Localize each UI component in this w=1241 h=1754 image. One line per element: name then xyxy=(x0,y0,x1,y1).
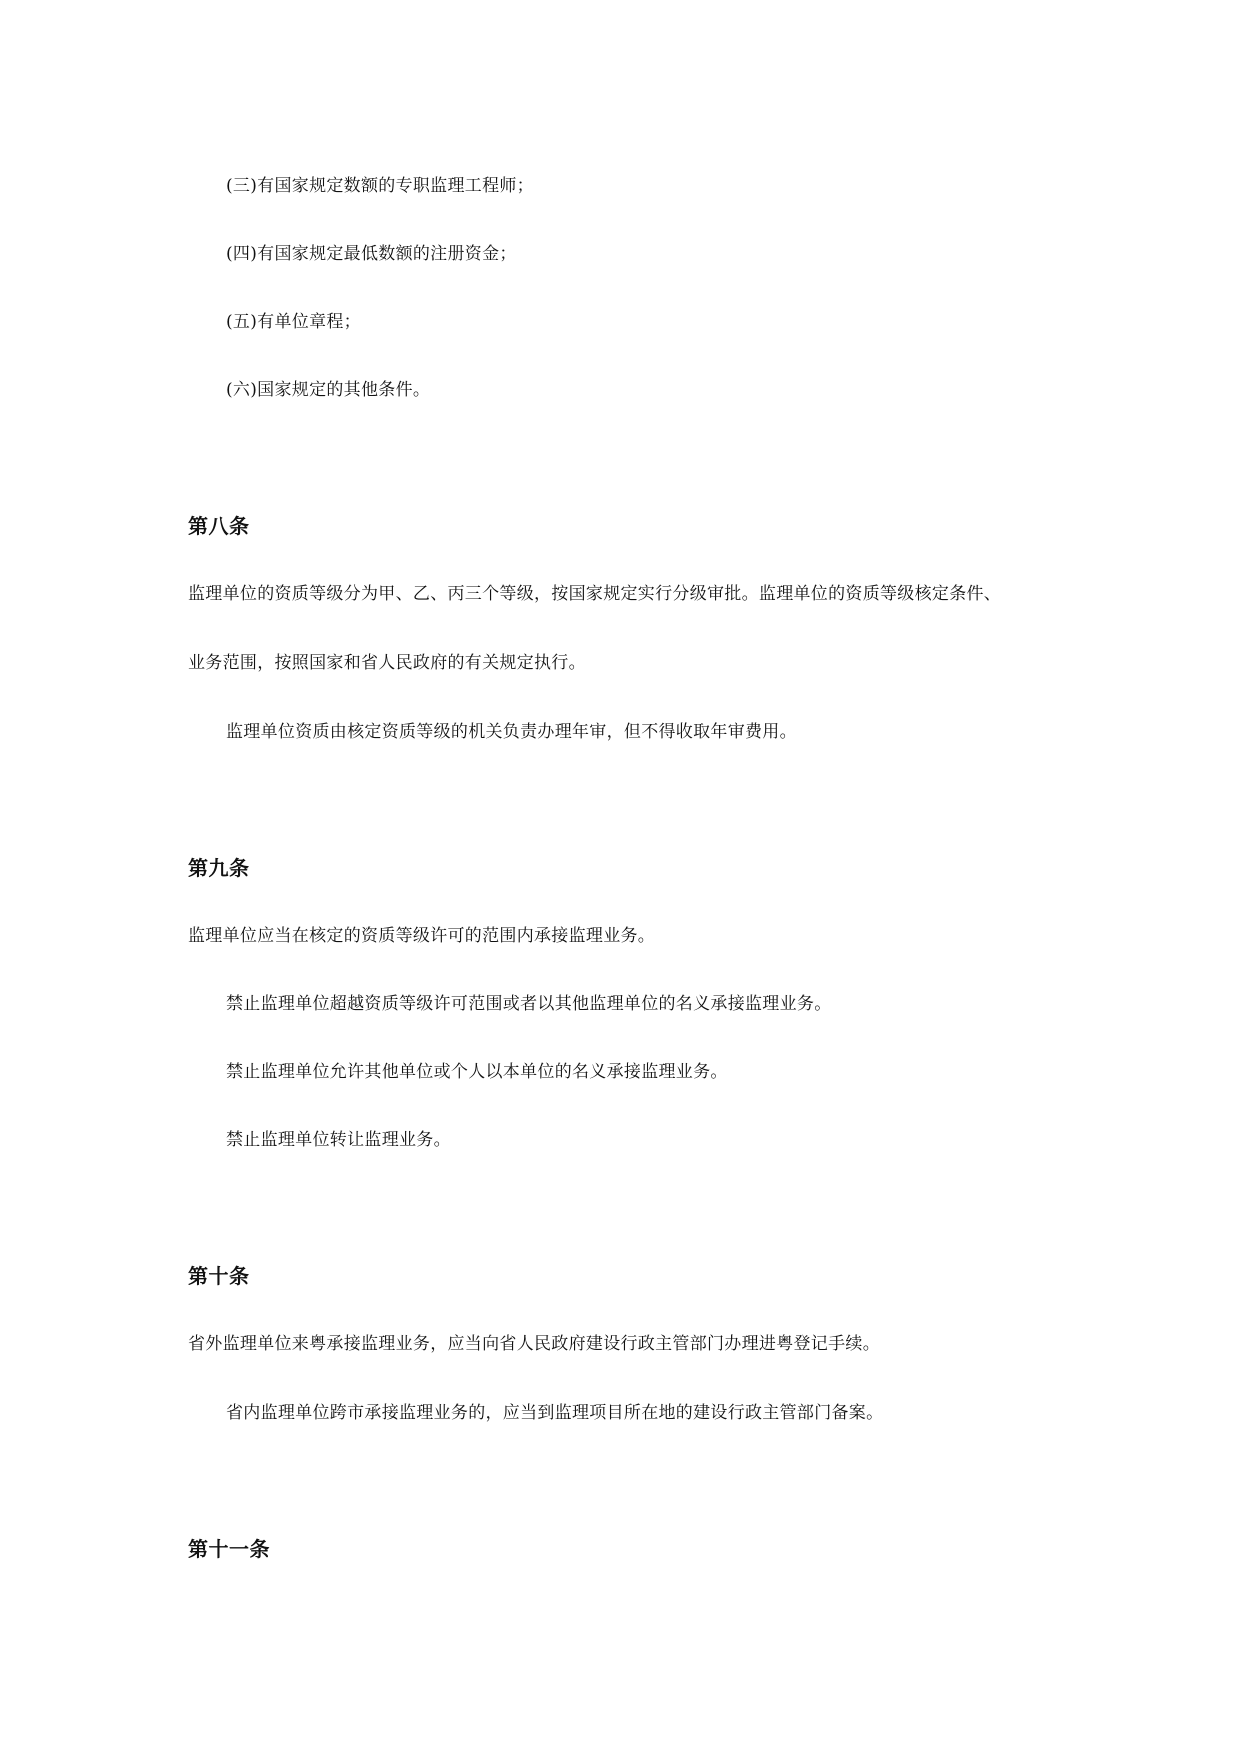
article-9-paragraph-4: 禁止监理单位转让监理业务。 xyxy=(226,1130,451,1150)
article-8-paragraph-1-line-1: 监理单位的资质等级分为甲、乙、丙三个等级，按国家规定实行分级审批。监理单位的资质等级核定条件、 xyxy=(188,584,1002,604)
article-9-paragraph-3: 禁止监理单位允许其他单位或个人以本单位的名义承接监理业务。 xyxy=(226,1062,728,1082)
article-8-paragraph-1-line-2: 业务范围，按照国家和省人民政府的有关规定执行。 xyxy=(188,653,586,673)
article-8-heading: 第八条 xyxy=(188,514,250,538)
article-9-paragraph-2: 禁止监理单位超越资质等级许可范围或者以其他监理单位的名义承接监理业务。 xyxy=(226,994,832,1014)
article-10-heading: 第十条 xyxy=(188,1264,250,1288)
article-8-paragraph-2: 监理单位资质由核定资质等级的机关负责办理年审，但不得收取年审费用。 xyxy=(226,722,797,742)
article-7-item-5: (五)有单位章程； xyxy=(226,312,361,332)
article-10-paragraph-1: 省外监理单位来粤承接监理业务，应当向省人民政府建设行政主管部门办理进粤登记手续。 xyxy=(188,1334,880,1354)
article-7-item-6: (六)国家规定的其他条件。 xyxy=(226,380,431,400)
article-11-heading: 第十一条 xyxy=(188,1537,270,1561)
article-9-paragraph-1: 监理单位应当在核定的资质等级许可的范围内承接监理业务。 xyxy=(188,926,656,946)
article-9-heading: 第九条 xyxy=(188,856,250,880)
article-10-paragraph-2: 省内监理单位跨市承接监理业务的，应当到监理项目所在地的建设行政主管部门备案。 xyxy=(226,1403,884,1423)
article-7-item-4: (四)有国家规定最低数额的注册资金； xyxy=(226,244,517,264)
article-7-item-3: (三)有国家规定数额的专职监理工程师； xyxy=(226,176,534,196)
